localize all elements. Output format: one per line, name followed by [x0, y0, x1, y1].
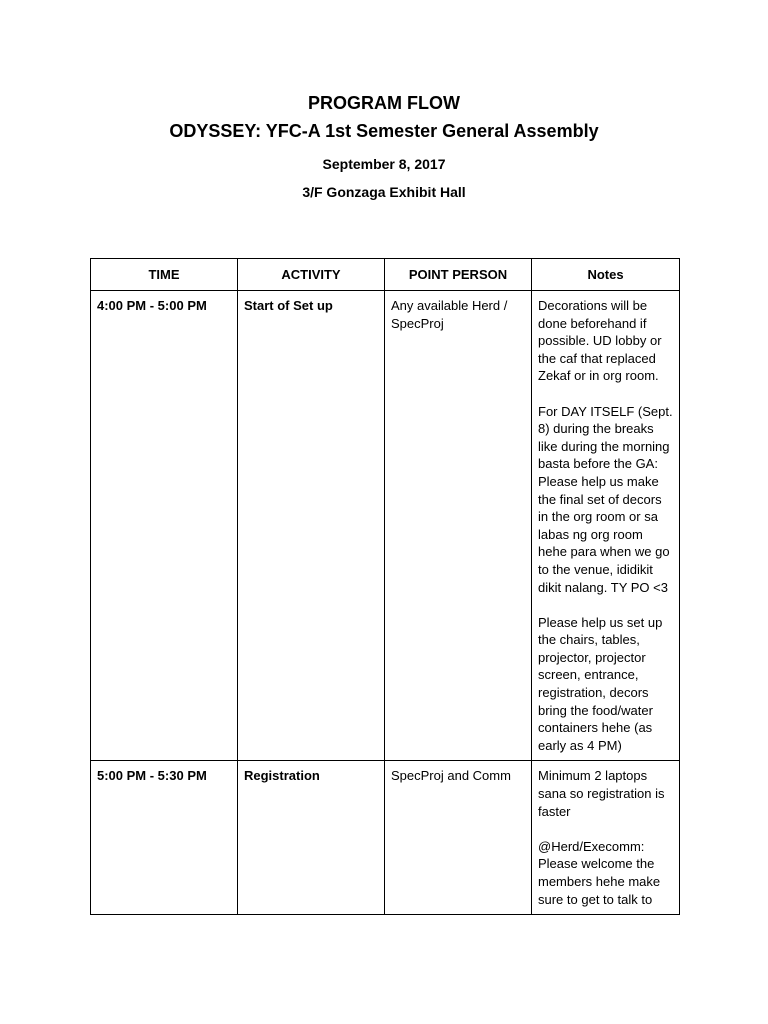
event-date: September 8, 2017 [322, 156, 446, 172]
note-paragraph: For DAY ITSELF (Sept. 8) during the breaks like during the morning basta before the GA: Please help us make the final set of decors in the org room or sa labas ng org room hehe para when we go to the venue, ididikit dikit nalang. TY PO <3 [538, 403, 673, 595]
note-paragraph: @Herd/Execomm: Please welcome the members hehe make sure to get to talk to [538, 838, 661, 907]
cell-notes [532, 291, 680, 761]
cell-time: 4:00 PM - 5:00 PM [91, 291, 238, 761]
cell-time: 5:00 PM - 5:30 PM [91, 761, 238, 915]
page-title: PROGRAM FLOW [308, 93, 460, 113]
cell-activity: Start of Set up [238, 291, 385, 761]
event-name: ODYSSEY: YFC-A 1st Semester General Assembly [169, 121, 599, 141]
table-row [91, 291, 680, 761]
column-header-time: TIME [91, 259, 238, 291]
note-paragraph: Minimum 2 laptops sana so registration is faster [538, 768, 665, 819]
cell-point-person: Any available Herd / SpecProj [385, 291, 532, 761]
event-venue: 3/F Gonzaga Exhibit Hall [302, 184, 466, 200]
cell-activity: Registration [238, 761, 385, 915]
column-header-point-person: POINT PERSON [385, 259, 532, 291]
program-flow-table [90, 258, 680, 915]
note-paragraph: Decorations will be done beforehand if possible. UD lobby or the caf that replaced Zekaf or in org room. [538, 298, 662, 384]
note-paragraph: Please help us set up the chairs, tables, projector, projector screen, entrance, registration, decors bring the food/water containers hehe (as early as 4 PM) [538, 614, 663, 753]
cell-notes [532, 761, 680, 915]
table-header-row [91, 259, 680, 291]
column-header-activity: ACTIVITY [238, 259, 385, 291]
cell-point-person: SpecProj and Comm [385, 761, 532, 915]
table-row [91, 761, 680, 915]
column-header-notes: Notes [532, 259, 680, 291]
